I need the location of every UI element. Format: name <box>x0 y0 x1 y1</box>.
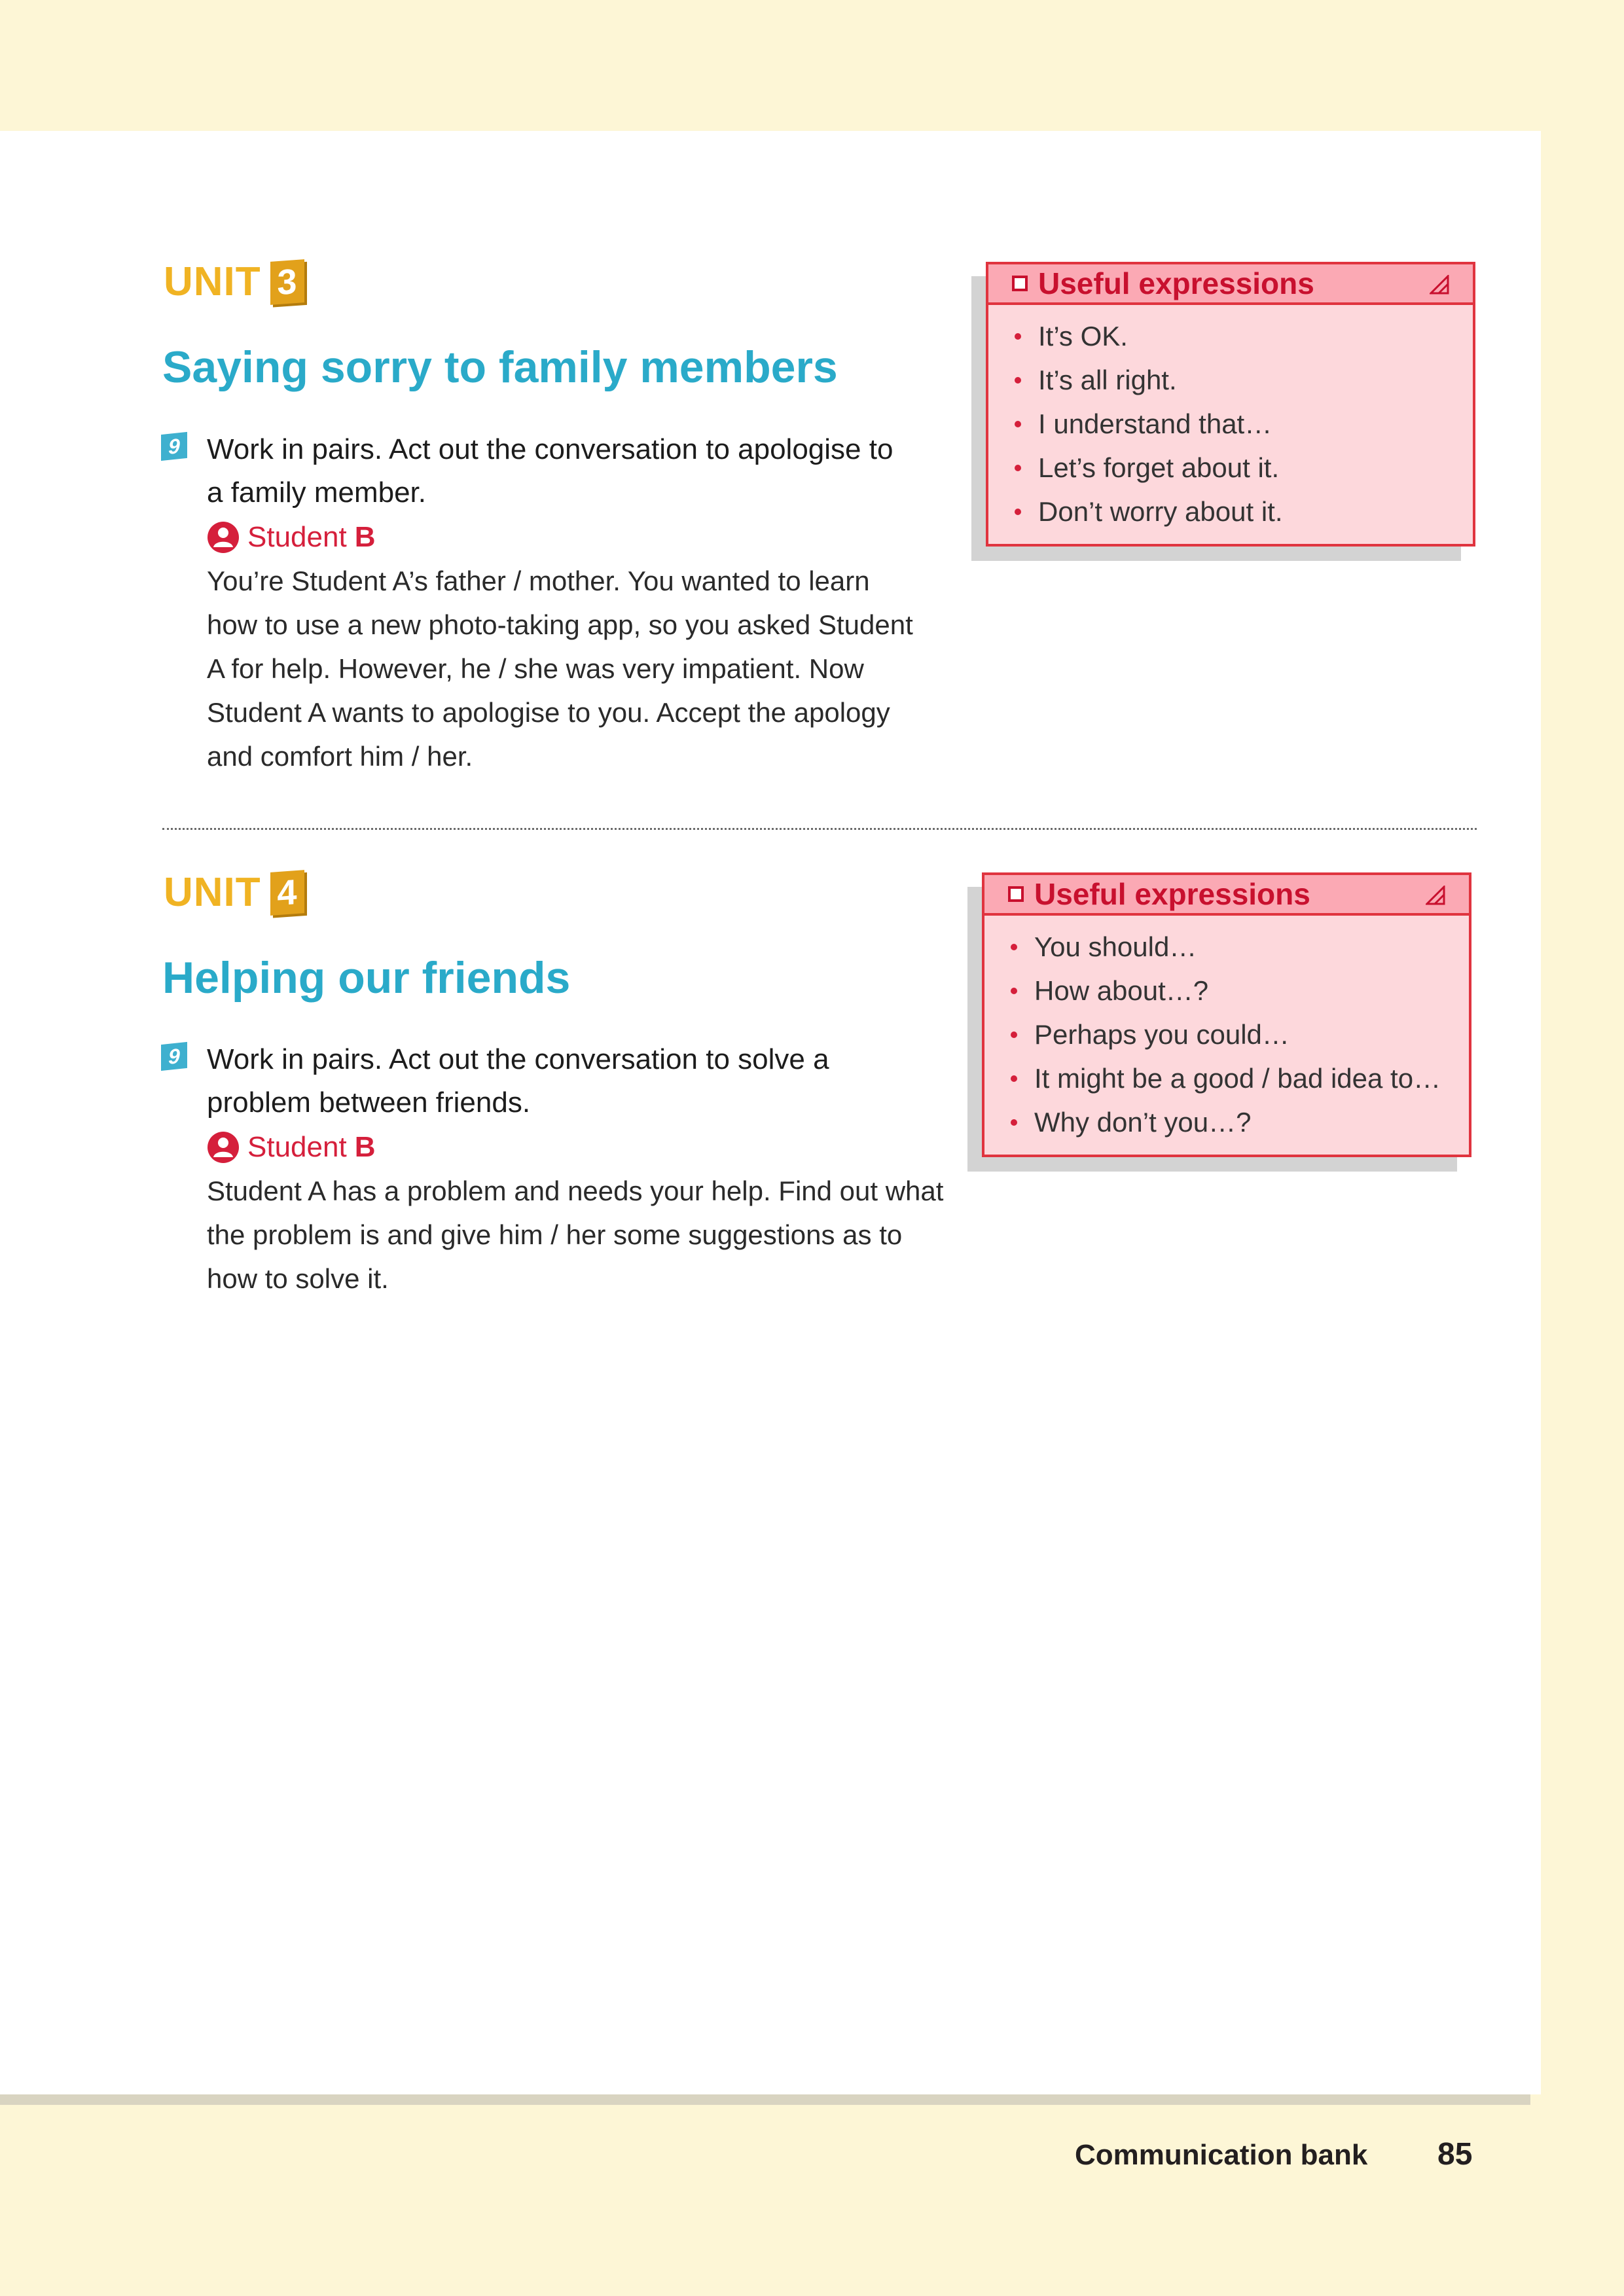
useful-box-header <box>988 264 1473 305</box>
unit-number-badge: 4 <box>270 870 304 916</box>
list-item <box>1015 358 1473 402</box>
student-person-icon <box>207 1131 240 1164</box>
list-item <box>1011 1100 1469 1144</box>
unit-number-badge: 3 <box>270 259 304 305</box>
bullet-icon <box>1011 1075 1017 1082</box>
task-unit-4 <box>168 1038 979 1300</box>
list-item-text: Don’t worry about it. <box>1038 496 1283 527</box>
unit-word: UNIT <box>164 259 261 304</box>
student-role-label <box>207 1126 979 1169</box>
bullet-icon <box>1011 944 1017 950</box>
bullet-icon <box>1015 333 1021 340</box>
unit-4-label <box>164 869 304 916</box>
list-item <box>1011 969 1469 1013</box>
student-letter: B <box>354 521 376 553</box>
student-role-label <box>207 516 979 559</box>
list-item <box>1015 314 1473 358</box>
task-instruction-line: Work in pairs. Act out the conversation to solve a <box>207 1043 829 1075</box>
bullet-icon <box>1011 1031 1017 1038</box>
unit-3-label <box>164 259 304 305</box>
useful-expressions-list <box>984 916 1469 1155</box>
student-person-icon <box>207 521 240 554</box>
list-item <box>1015 402 1473 446</box>
role-text-line: You’re Student A’s father / mother. You wanted to learn <box>207 565 870 596</box>
list-item-text: It might be a good / bad idea to… <box>1034 1063 1441 1094</box>
bullet-icon <box>1015 509 1021 515</box>
useful-box-title: Useful expressions <box>1038 266 1314 300</box>
page-bottom-shadow <box>0 2094 1530 2105</box>
list-item-text: You should… <box>1034 931 1197 962</box>
useful-expressions-box-unit-4 <box>982 872 1471 1157</box>
bullet-icon <box>1015 421 1021 427</box>
checkbox-icon <box>1012 276 1028 291</box>
student-label-text: Student <box>247 1131 347 1163</box>
corner-triangle-icon <box>1426 886 1445 905</box>
list-item <box>1011 925 1469 969</box>
useful-expressions-list <box>988 305 1473 544</box>
role-text-line: the problem is and give him / her some suggestions as to <box>207 1219 903 1250</box>
student-label-text: Student <box>247 521 347 553</box>
bullet-icon <box>1011 1119 1017 1126</box>
bullet-icon <box>1015 465 1021 471</box>
bullet-icon <box>1015 377 1021 384</box>
section-divider <box>162 828 1477 830</box>
task-instruction-line: a family member. <box>207 476 426 509</box>
list-item <box>1015 490 1473 533</box>
role-text-line: how to use a new photo-taking app, so you asked Student <box>207 609 913 640</box>
list-item-text: Why don’t you…? <box>1034 1107 1252 1138</box>
task-number-badge: 9 <box>161 1042 187 1071</box>
section-title-unit-4: Helping our friends <box>162 953 571 1003</box>
role-text-line: Student A has a problem and needs your help. Find out what <box>207 1175 944 1206</box>
bullet-icon <box>1011 988 1017 994</box>
unit-word: UNIT <box>164 870 261 915</box>
section-title-unit-3: Saying sorry to family members <box>162 342 838 392</box>
list-item <box>1015 446 1473 490</box>
student-letter: B <box>354 1131 376 1163</box>
list-item <box>1011 1056 1469 1100</box>
task-number-badge: 9 <box>161 432 187 461</box>
checkbox-icon <box>1008 886 1024 902</box>
list-item-text: Let’s forget about it. <box>1038 452 1280 483</box>
list-item-text: It’s OK. <box>1038 321 1128 351</box>
useful-box-frame <box>986 262 1475 547</box>
role-text-line: A for help. However, he / she was very impatient. Now <box>207 653 864 684</box>
list-item <box>1011 1013 1469 1056</box>
list-item-text: It’s all right. <box>1038 365 1177 395</box>
corner-triangle-icon <box>1430 275 1449 295</box>
list-item-text: I understand that… <box>1038 408 1272 439</box>
list-item-text: Perhaps you could… <box>1034 1019 1290 1050</box>
list-item-text: How about…? <box>1034 975 1209 1006</box>
footer-section-label: Communication bank <box>1075 2139 1368 2171</box>
role-text-line: how to solve it. <box>207 1263 389 1294</box>
useful-box-title: Useful expressions <box>1034 877 1310 911</box>
useful-box-frame <box>982 872 1471 1157</box>
task-unit-3 <box>168 428 979 778</box>
role-text-line: and comfort him / her. <box>207 741 473 772</box>
page-number: 85 <box>1437 2137 1473 2172</box>
useful-box-header <box>984 875 1469 916</box>
useful-expressions-box-unit-3 <box>986 262 1475 547</box>
task-instruction-line: Work in pairs. Act out the conversation to apologise to <box>207 433 893 465</box>
role-text-line: Student A wants to apologise to you. Accept the apology <box>207 697 890 728</box>
task-instruction-line: problem between friends. <box>207 1086 531 1119</box>
